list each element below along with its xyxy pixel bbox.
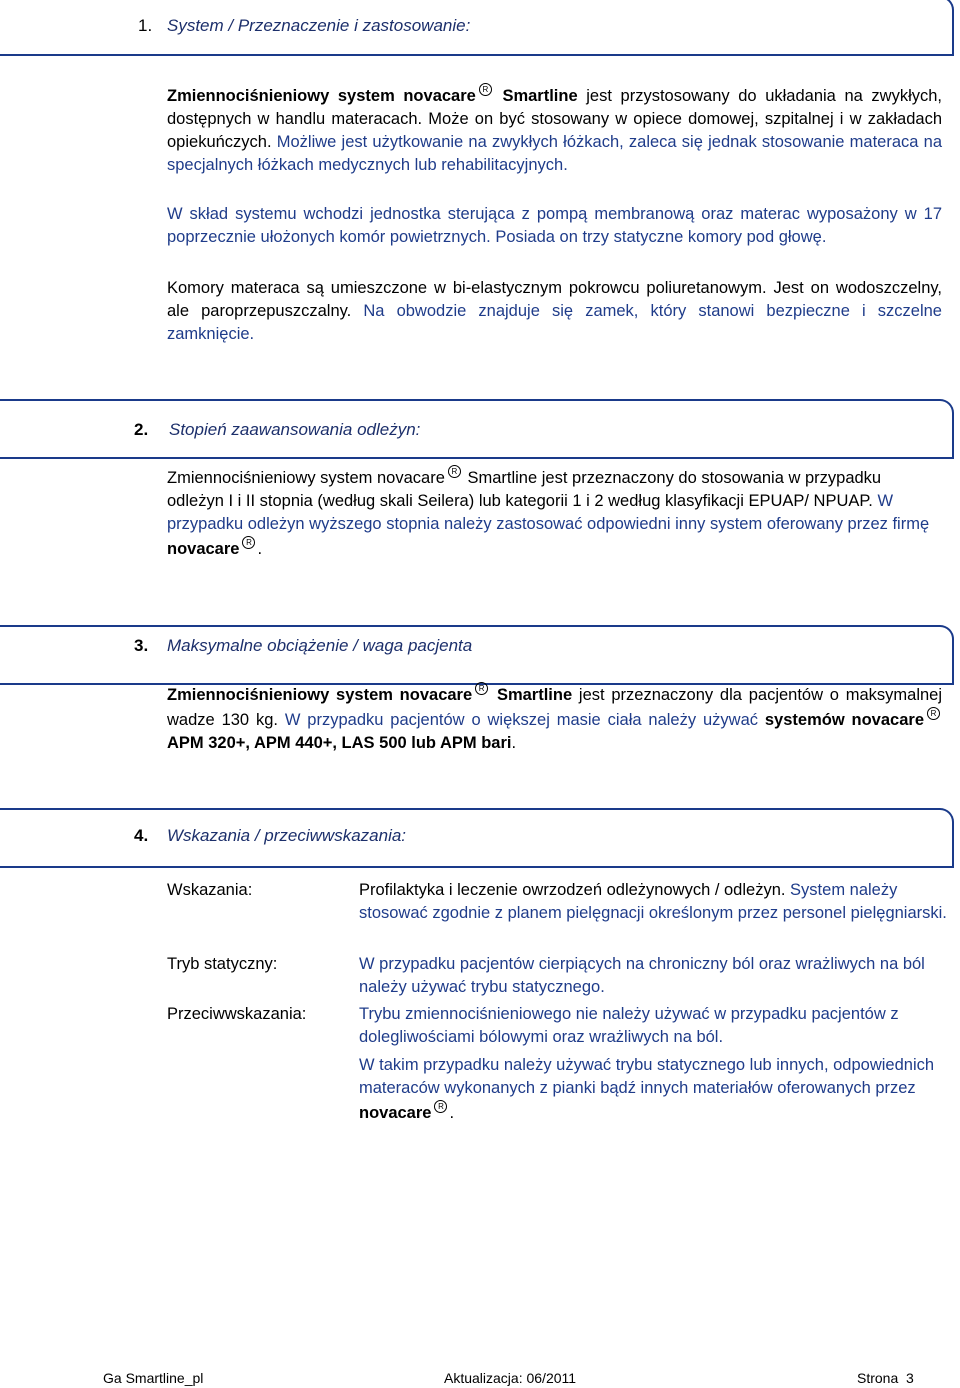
section-4-number: 4. — [134, 826, 149, 845]
registered-mark-icon: R — [475, 682, 488, 695]
section-1-paragraph-1: Zmiennociśnieniowy system novacare R Smartline jest przystosowany do układania na zwykłych, dostępnych w handlu materacach. Może on być stosowany w opiece domowej, szpitalnej i w zakładach opiekuńczych. Możliwe jest użytkowanie na zwykłych łóżkach, zaleca się jednak stosowanie materaca na specjalnych łóżkach medycznych lub rehabilitacyjnych. — [167, 85, 943, 174]
section-3-number: 3. — [134, 636, 149, 655]
section-2-paragraph: Zmiennociśnieniowy system novacare R Smartline jest przeznaczony do stosowania w przypadku odleżyn I i II stopnia (według skali Seilera) lub kategorii 1 i 2 według klasyfikacji EPUAP/ NPUAP. W przypadku odleżyn wyższego stopnia należy zastosować odpowiedni inny system oferowany przez firmę novacare R . — [167, 467, 930, 558]
section-1-title: System / Przeznaczenie i zastosowanie: — [167, 16, 471, 35]
section-3-title: Maksymalne obciążenie / waga pacjenta — [167, 636, 473, 655]
row-label-przeciwwskazania: Przeciwwskazania: — [167, 1005, 307, 1023]
section-2-title: Stopień zaawansowania odleżyn: — [169, 420, 421, 439]
footer-update-date: Aktualizacja: 06/2011 — [444, 1370, 577, 1386]
row-label-wskazania: Wskazania: — [167, 881, 253, 899]
row-label-tryb-statyczny: Tryb statyczny: — [167, 955, 278, 973]
footer-page-number: Strona 3 — [857, 1370, 914, 1386]
registered-mark-icon: R — [434, 1100, 447, 1113]
row-text-tryb-statyczny: W przypadku pacjentów cierpiących na chroniczny ból oraz wrażliwych na ból należy używać trybu statycznego. — [359, 955, 925, 996]
row-text-wskazania: Profilaktyka i leczenie owrzodzeń odleżynowych / odleżyn. System należy stosować zgodnie z planem pielęgnacji określonym przez personel pielęgniarski. — [359, 881, 947, 922]
registered-mark-icon: R — [927, 707, 940, 720]
section-2-number: 2. — [134, 420, 149, 439]
brand-name: Smartline — [502, 87, 578, 105]
section-4-title: Wskazania / przeciwwskazania: — [167, 826, 407, 845]
registered-mark-icon: R — [448, 465, 461, 478]
section-1-number: 1. — [138, 16, 153, 35]
registered-mark-icon: R — [242, 536, 255, 549]
section-1-paragraph-2: W skład systemu wchodzi jednostka sterująca z pompą membranową oraz materac wyposażony w 17 poprzecznie ułożonych komór powietrznych. Posiada on trzy statyczne komory pod głowę. — [167, 205, 942, 246]
footer-document-name: Ga Smartline_pl — [103, 1370, 204, 1386]
registered-mark-icon: R — [479, 83, 492, 96]
product-lead: Zmiennociśnieniowy system novacare — [167, 87, 476, 105]
row-text-przeciwwskazania: Trybu zmiennociśnieniowego nie należy używać w przypadku pacjentów z dolegliwościami bólowymi oraz wrażliwych na ból. — [359, 1005, 899, 1046]
section-1-paragraph-3: Komory materaca są umieszczone w bi-elastycznym pokrowcu poliuretanowym. Jest on wodoszczelny, ale paroprzepuszczalny. Na obwodzie znajduje się zamek, który stanowi bezpieczne i szczelne zamknięcie. — [167, 279, 942, 343]
row-text-alternatywa: W takim przypadku należy używać trybu statycznego lub innych, odpowiednich materaców wykonanych z pianki bądź innych materiałów oferowanych przez novacare R . — [359, 1056, 935, 1122]
section-3-paragraph: Zmiennociśnieniowy system novacare R Smartline jest przeznaczony dla pacjentów o maksymalnej wadze 130 kg. W przypadku pacjentów o większej masie ciała należy używać systemów novacare R APM 320+, APM 440+, LAS 500 lub APM bari. — [167, 684, 943, 752]
